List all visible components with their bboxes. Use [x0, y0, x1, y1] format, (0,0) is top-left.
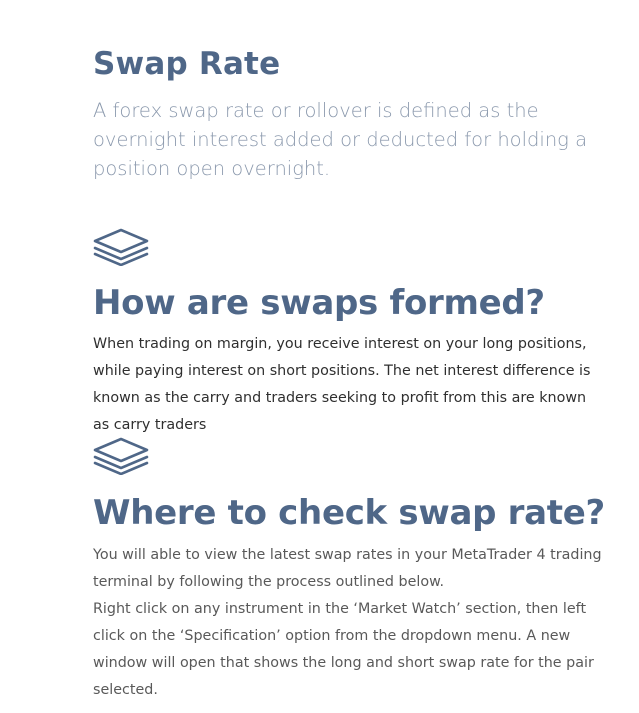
page-title: Swap Rate [93, 46, 281, 82]
section-heading-how-swaps-formed: How are swaps formed? [93, 283, 545, 323]
paragraph-right-click-instructions: Right click on any instrument in the ‘Market Watch’ section, then left click on the ‘Specification’ option from the dropdown menu. A new window will open that shows the long and short swap rate for the pair selected. [93, 601, 594, 698]
layers-icon [93, 437, 149, 475]
section-text-how-swaps-formed: When trading on margin, you receive interest on your long positions, while paying interest on short positions. The net interest difference is known as the carry and traders seeking to profit from this are known as carry traders [93, 336, 591, 433]
layers-icon [93, 228, 149, 266]
section-text-where-to-check [93, 542, 603, 704]
section-heading-where-to-check: Where to check swap rate? [93, 493, 605, 533]
paragraph-view-swap-rates: You will able to view the latest swap rates in your MetaTrader 4 trading terminal by following the process outlined below. [93, 547, 602, 590]
intro-text: A forex swap rate or rollover is defined as the overnight interest added or deducted for holding a position open overnight. [93, 99, 588, 180]
